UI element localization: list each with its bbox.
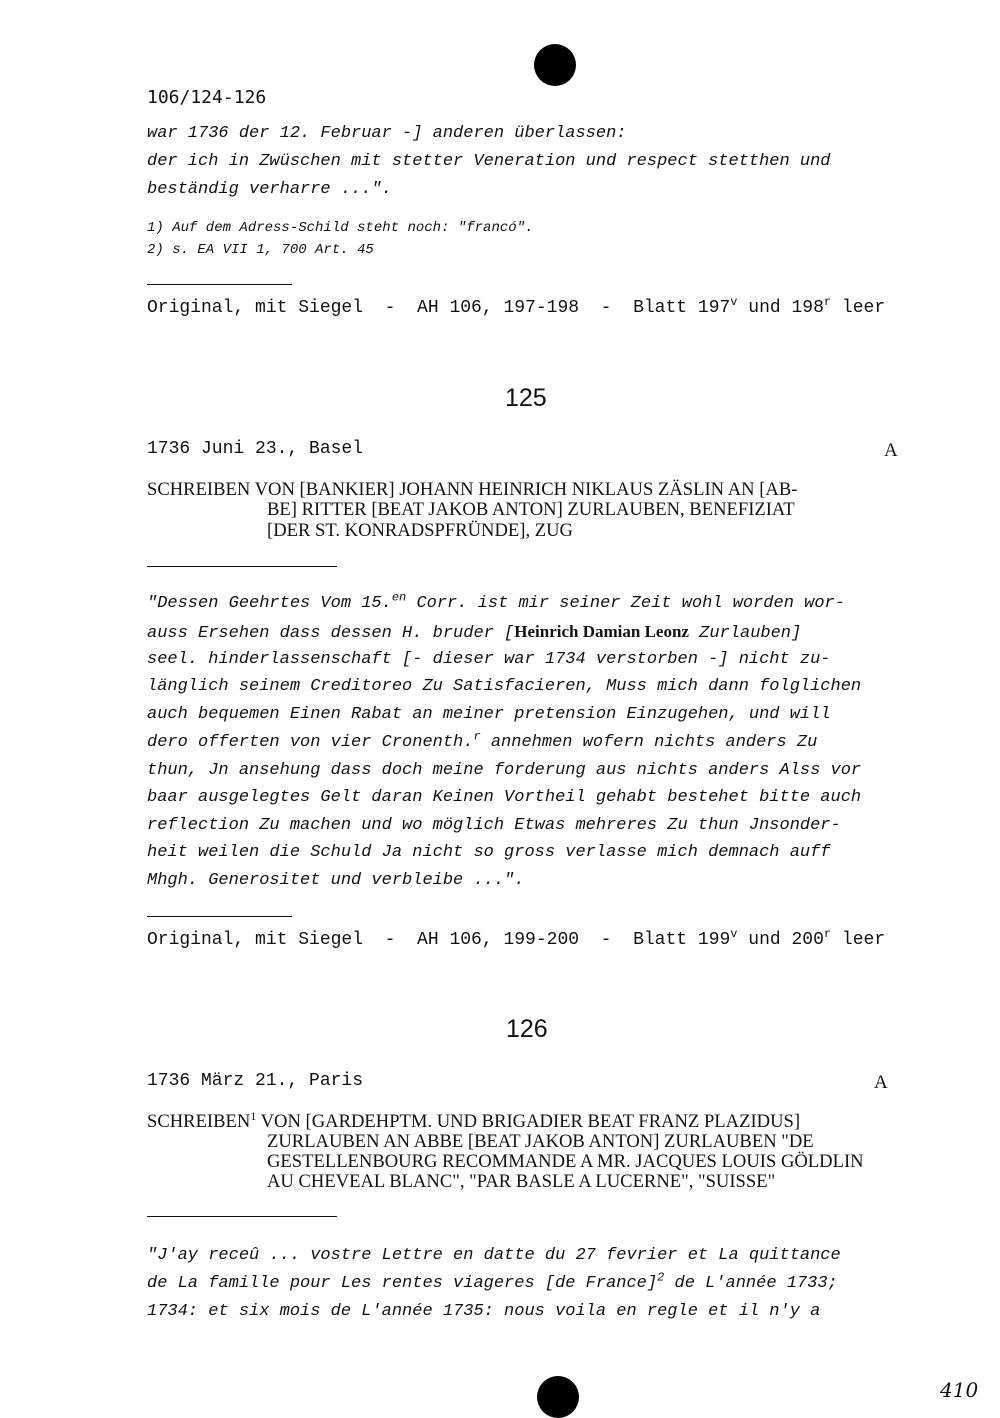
superscript: r [473, 729, 481, 744]
document-mark: A [884, 440, 898, 461]
text-line: der ich in Zwüschen mit stetter Veneration und respect stetthen und [147, 152, 831, 171]
source-text: und 200 [737, 930, 824, 950]
punch-hole-top [534, 44, 576, 86]
separator-rule [147, 284, 292, 285]
document-mark: A [874, 1072, 888, 1093]
source-line [147, 927, 886, 950]
source-line [147, 295, 886, 318]
title-line: ZURLAUBEN AN ABBE [BEAT JAKOB ANTON] ZURLAUBEN "DE [267, 1131, 814, 1152]
source-text: leer [831, 930, 886, 950]
text-line [147, 1270, 838, 1293]
text-line: auch bequemen Einen Rabat an meiner pretension Einzugehen, und will [147, 705, 831, 724]
recto-verso-mark: r [823, 295, 832, 309]
separator-rule [147, 1216, 337, 1217]
document-number: 125 [505, 384, 547, 412]
title-line: [DER ST. KONRADSPFRÜNDE], ZUG [267, 520, 573, 541]
text-span: "Dessen Geehrtes Vom 15. [147, 594, 392, 613]
text-span: auss Ersehen dass dessen H. bruder [ [147, 624, 515, 643]
date-place: 1736 März 21., Paris [147, 1071, 364, 1091]
footnote: 1) Auf dem Adress-Schild steht noch: "francó". [147, 220, 534, 236]
recto-verso-mark: v [730, 295, 738, 309]
text-line: war 1736 der 12. Februar -] anderen überlassen: [147, 124, 627, 143]
text-line [147, 729, 818, 752]
document-number: 126 [506, 1015, 548, 1043]
superscript: en [391, 590, 407, 605]
text-span: de La famille pour Les rentes viageres [de France] [147, 1274, 658, 1293]
footnote: 2) s. EA VII 1, 700 Art. 45 [147, 242, 374, 258]
text-line: länglich seinem Creditoreo Zu Satisfacieren, Muss mich dann folglichen [147, 677, 862, 696]
text-line: Mhgh. Generositet und verbleibe ...". [147, 871, 525, 890]
title-line [147, 1108, 801, 1133]
folio-number: 410 [940, 1378, 979, 1402]
separator-rule [147, 916, 292, 917]
text-line: reflection Zu machen und wo möglich Etwas mehreres Zu thun Jnsonder- [147, 816, 841, 835]
text-line: heit weilen die Schuld Ja nicht so gross verlasse mich demnach auff [147, 843, 831, 862]
text-span: dero offerten von vier Cronenth. [147, 733, 474, 752]
source-text: Original, mit Siegel - AH 106, 199-200 - Blatt 199 [147, 930, 731, 950]
text-span: annehmen wofern nichts anders Zu [480, 733, 818, 752]
text-line: seel. hinderlassenschaft [- dieser war 1734 verstorben -] nicht zu- [147, 650, 831, 669]
title-line: GESTELLENBOURG RECOMMANDE A MR. JACQUES LOUIS GÖLDLIN [267, 1151, 864, 1172]
footnote-marker: 1 [250, 1108, 257, 1123]
source-text: und 198 [737, 298, 824, 318]
page-reference: 106/124-126 [147, 87, 267, 108]
text-span: VON [GARDEHPTM. UND BRIGADIER BEAT FRANZ PLAZIDUS] [256, 1111, 801, 1132]
text-span: Zurlauben] [688, 624, 802, 643]
source-text: Original, mit Siegel - AH 106, 197-198 - Blatt 197 [147, 298, 731, 318]
editorial-name: Heinrich Damian Leonz [514, 622, 689, 641]
source-text: leer [831, 298, 886, 318]
text-span: Corr. ist mir seiner Zeit wohl worden wor- [406, 594, 845, 613]
text-line: 1734: et six mois de L'année 1735: nous voila en regle et il n'y a [147, 1302, 821, 1321]
title-line: BE] RITTER [BEAT JAKOB ANTON] ZURLAUBEN, BENEFIZIAT [267, 499, 795, 520]
punch-hole-bottom [537, 1376, 579, 1418]
text-line: "J'ay receû ... vostre Lettre en datte du 27 fevrier et La quittance [147, 1246, 841, 1265]
text-line [147, 590, 845, 613]
footnote-marker: 2 [657, 1270, 665, 1285]
separator-rule [147, 566, 337, 567]
recto-verso-mark: r [823, 927, 832, 941]
text-span: SCHREIBEN [147, 1111, 251, 1132]
text-line: beständig verharre ...". [147, 180, 392, 199]
recto-verso-mark: v [730, 927, 738, 941]
text-line: thun, Jn ansehung dass doch meine forderung aus nichts anders Alss vor [147, 761, 862, 780]
text-span: de L'année 1733; [664, 1274, 838, 1293]
text-line [147, 622, 801, 643]
title-line: SCHREIBEN VON [BANKIER] JOHANN HEINRICH NIKLAUS ZÄSLIN AN [AB- [147, 479, 798, 500]
title-line: AU CHEVEAL BLANC", "PAR BASLE A LUCERNE", "SUISSE" [267, 1171, 776, 1192]
text-line: baar ausgelegtes Gelt daran Keinen Vortheil gehabt bestehet bitte auch [147, 788, 862, 807]
date-place: 1736 Juni 23., Basel [147, 439, 364, 459]
